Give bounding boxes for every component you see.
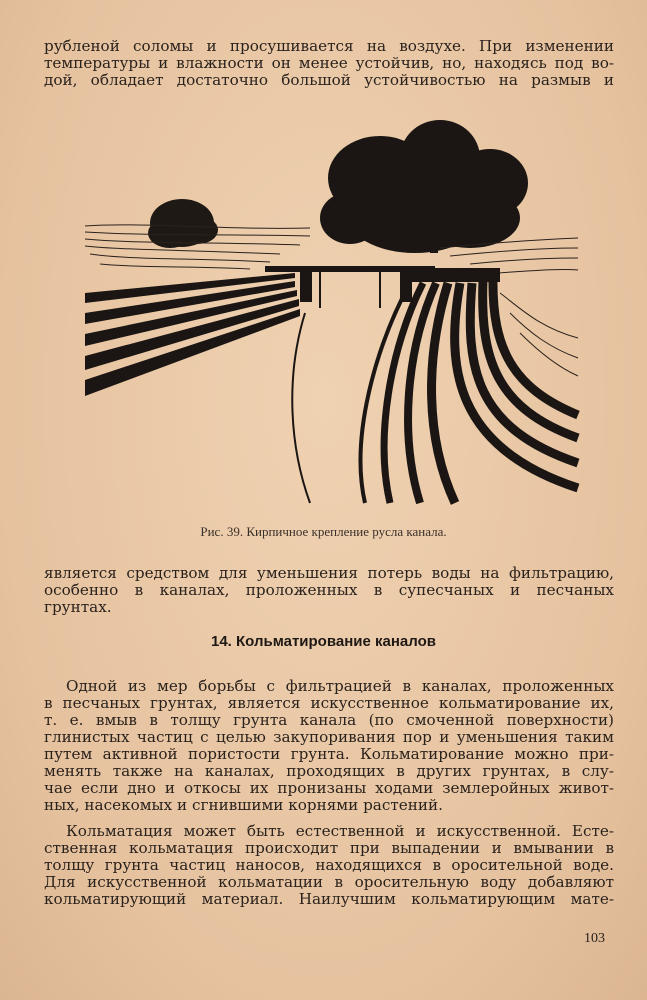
tree-group	[320, 120, 528, 253]
text-line: ных, насекомых и сгнившими корнями растений.	[44, 796, 443, 814]
right-bank-stripes	[361, 278, 578, 503]
text-line: кольматирующий материал. Наилучшим кольматирующим мате-	[44, 890, 614, 908]
text-line: дой, обладает достаточно большой устойчивостью на размыв и	[44, 71, 614, 89]
text-line: менять также на каналах, проходящих в других грунтах, в слу-	[44, 762, 614, 780]
top-paragraph	[44, 38, 614, 89]
text-line: Кольматация может быть естественной и искусственной. Есте-	[66, 822, 614, 840]
text-line: чае если дно и откосы их пронизаны ходами землеройных живот-	[44, 779, 614, 797]
text-line: особенно в каналах, проложенных в супесчаных и песчаных	[44, 581, 614, 599]
page-number: 103	[584, 931, 605, 946]
canal-bed-line	[292, 313, 310, 503]
text-line: путем активной пористости грунта. Кольматирование можно при-	[44, 745, 614, 763]
text-line: грунтах.	[44, 598, 112, 616]
body-paragraph-1	[44, 678, 614, 814]
bush	[148, 199, 218, 248]
far-bank-edge	[405, 268, 500, 282]
text-line: ственная кольматация происходит при выпадении и вмывании в	[44, 839, 614, 857]
text-line: т. е. вмыв в толщу грунта канала (по смоченной поверхности)	[44, 711, 614, 729]
body-paragraph-2	[44, 823, 614, 908]
text-line: температуры и влажности он менее устойчив, но, находясь под во-	[44, 54, 614, 72]
text-line: Одной из мер борьбы с фильтрацией в каналах, проложенных	[66, 677, 614, 695]
middle-paragraph	[44, 565, 614, 616]
figure-caption: Рис. 39. Кирпичное крепление русла канала.	[200, 524, 447, 539]
text-line: толщу грунта частиц наносов, находящихся в оросительной воде.	[44, 856, 614, 874]
section-heading: 14. Кольматирование каналов	[211, 633, 436, 650]
text-line: Для искусственной кольматации в оросительную воду добавляют	[44, 873, 614, 891]
text-line: в песчаных грунтах, является искусственное кольматирование их,	[44, 694, 614, 712]
canal-brick-lining-illustration	[80, 118, 580, 513]
text-line: рубленой соломы и просушивается на воздухе. При изменении	[44, 37, 614, 55]
text-line: является средством для уменьшения потерь воды на фильтрацию,	[44, 564, 614, 582]
text-line: глинистых частиц с целью закупоривания пор и уменьшения таким	[44, 728, 614, 746]
left-bank-stripes	[85, 273, 300, 396]
